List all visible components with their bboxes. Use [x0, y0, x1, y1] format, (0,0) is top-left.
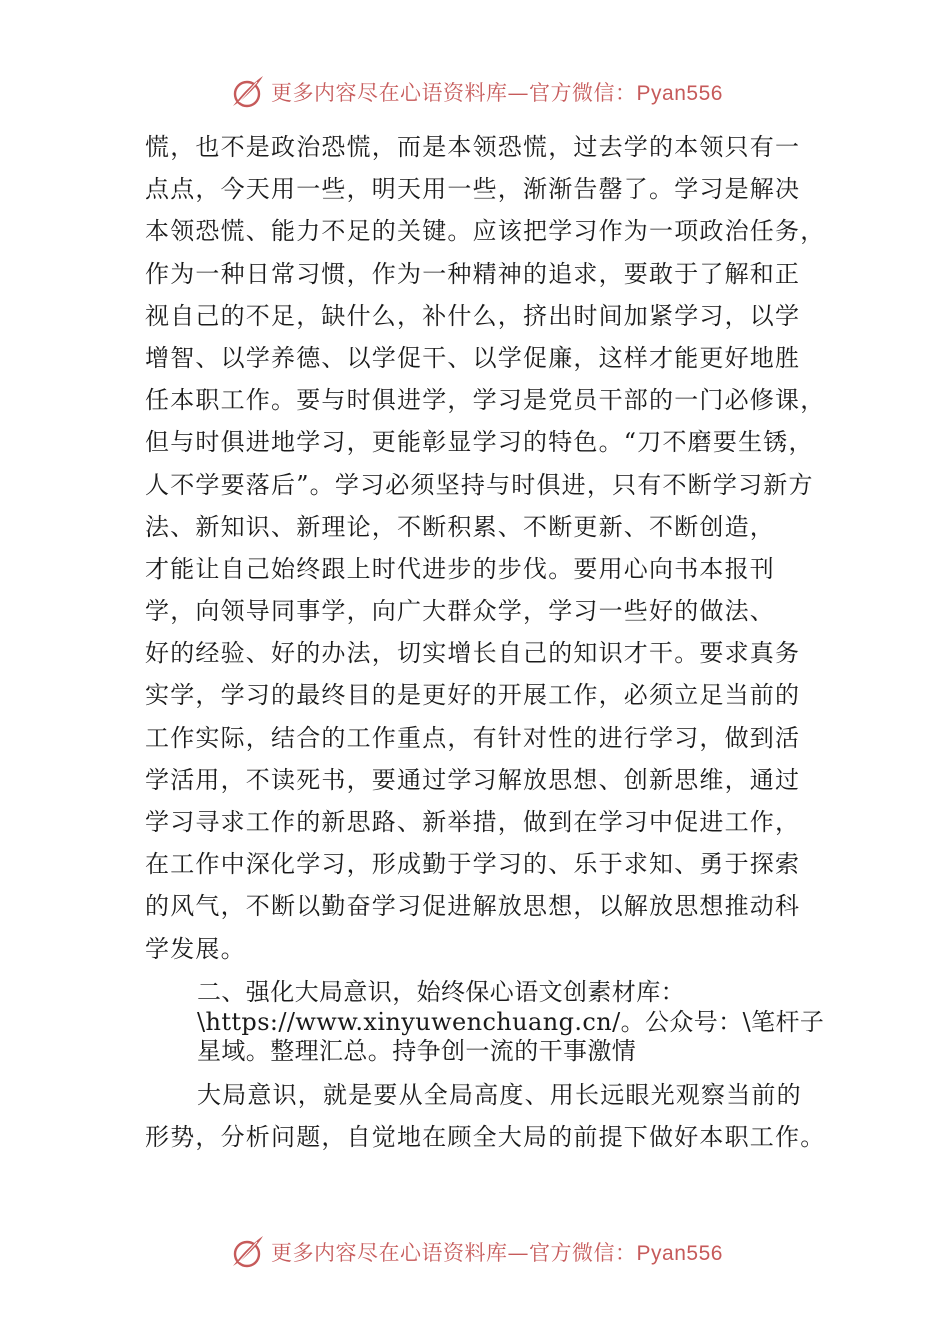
text-line: 学活用，不读死书，要通过学习解放思想、创新思维，通过: [145, 765, 801, 794]
text-line: 才能让自己始终跟上时代进步的步伐。要用心向书本报刊: [145, 554, 775, 583]
watermark-text: 更多内容尽在心语资料库—官方微信：Pyan556: [271, 1241, 723, 1265]
text-line: 法、新知识、新理论，不断积累、不断更新、不断创造，: [145, 512, 775, 541]
text-line: 学，向领导同事学，向广大群众学，学习一些好的做法、: [145, 597, 775, 626]
text-line: 学发展。: [145, 934, 246, 963]
quill-logo-icon: [227, 72, 267, 112]
text-line: 好的经验、好的办法，切实增长自己的知识才干。要求真务: [145, 639, 801, 668]
text-line: 视自己的不足，缺什么，补什么，挤出时间加紧学习，以学: [145, 301, 801, 330]
paragraph-1: [145, 126, 825, 970]
text-line: 的风气，不断以勤奋学习促进解放思想，以解放思想推动科: [145, 892, 801, 921]
text-line: 慌，也不是政治恐慌，而是本领恐慌，过去学的本领只有一: [145, 133, 801, 161]
text-line: 实学，学习的最终目的是更好的开展工作，必须立足当前的: [145, 681, 801, 710]
section-heading: [197, 978, 825, 1067]
text-line: 学习寻求工作的新思路、新举措，做到在学习中促进工作，: [145, 808, 801, 836]
quill-logo-icon: [227, 1232, 267, 1272]
text-line: 大局意识，就是要从全局高度、用长远眼光观察当前的: [197, 1081, 802, 1109]
header-watermark: [0, 70, 950, 114]
text-line: 形势，分析问题，自觉地在顾全大局的前提下做好本职工作。: [145, 1123, 826, 1152]
watermark-handle: Pyan556: [636, 82, 723, 105]
footer-watermark: [0, 1230, 950, 1274]
text-line: 点点，今天用一些，明天用一些，渐渐告罄了。学习是解决: [145, 175, 801, 204]
heading-line: \https://www.xinyuwenchuang.cn/。公众号：\笔杆子: [197, 1007, 825, 1036]
text-line: 作为一种日常习惯，作为一种精神的追求，要敢于了解和正: [145, 259, 801, 288]
text-line: 人不学要落后”。学习必须坚持与时俱进，只有不断学习新方: [145, 470, 814, 499]
watermark-handle: Pyan556: [636, 1242, 723, 1265]
text-line: 增智、以学养德、以学促干、以学促廉，这样才能更好地胜: [145, 343, 801, 372]
text-line: 任本职工作。要与时俱进学，学习是党员干部的一门必修课，: [145, 386, 826, 415]
text-line: 但与时俱进地学习，更能彰显学习的特色。“刀不磨要生锈，: [145, 428, 814, 457]
heading-line: 二、强化大局意识，始终保心语文创素材库：: [197, 978, 685, 1006]
paragraph-2: [145, 1074, 825, 1158]
text-line: 在工作中深化学习，形成勤于学习的、乐于求知、勇于探索: [145, 850, 801, 879]
text-line: 工作实际，结合的工作重点，有针对性的进行学习，做到活: [145, 723, 801, 752]
heading-line: 星域。整理汇总。持争创一流的干事激情: [197, 1037, 637, 1065]
watermark-text: 更多内容尽在心语资料库—官方微信：Pyan556: [271, 81, 723, 105]
text-line: 本领恐慌、能力不足的关键。应该把学习作为一项政治任务，: [145, 217, 826, 246]
